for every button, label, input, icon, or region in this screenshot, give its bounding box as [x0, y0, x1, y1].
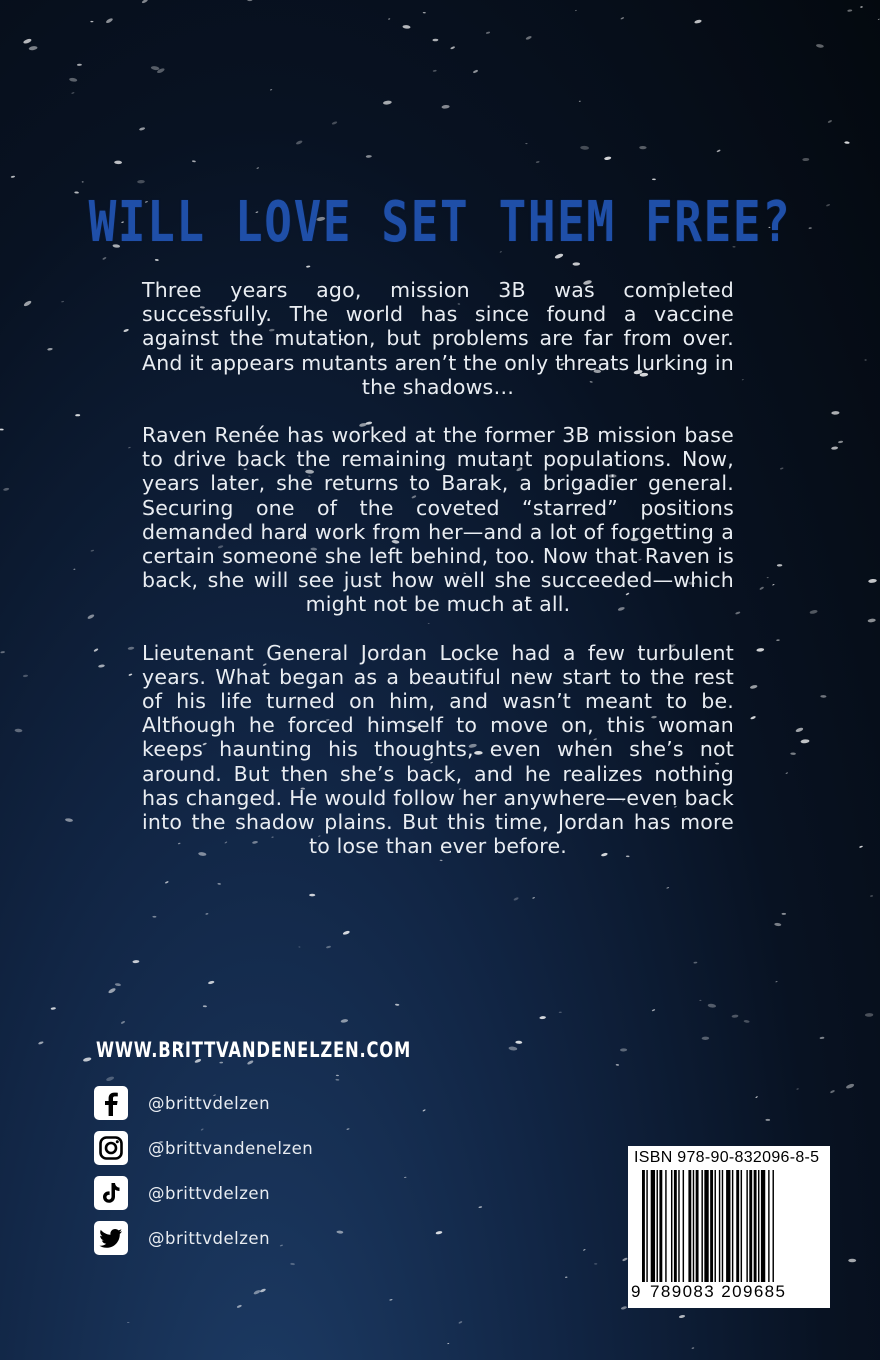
star: [83, 1057, 92, 1063]
facebook-handle: @brittvdelzen: [148, 1093, 271, 1113]
star: [621, 1306, 628, 1310]
star: [693, 962, 697, 964]
star: [71, 92, 75, 94]
star: [51, 1007, 56, 1010]
star: [137, 180, 145, 184]
barcode-bar: [754, 1170, 757, 1282]
star: [508, 1046, 517, 1051]
star: [155, 259, 159, 261]
star: [716, 149, 720, 152]
star: [639, 146, 646, 149]
star: [61, 301, 64, 303]
star: [473, 69, 479, 73]
star: [575, 10, 577, 12]
star: [755, 1096, 758, 1098]
star: [774, 923, 781, 927]
star: [336, 1075, 339, 1076]
barcode-bar: [688, 1170, 691, 1282]
star: [383, 100, 392, 105]
star: [335, 1079, 339, 1081]
star: [441, 105, 449, 109]
blurb-paragraph-2: Raven Renée has worked at the former 3B mission base to drive back the remaining mutant populations. Now, years later, she returns to Barak, a brigadier general. Securing one of the coveted “starred” positions demanded hard work from her—and a lot of forgetting a certain someone she left behind, too. Now that Raven is back, she will see just how well she succeeded—which might not be much at all.: [142, 423, 734, 617]
star: [247, 0, 252, 1]
star: [525, 35, 532, 40]
star: [620, 17, 624, 20]
blurb-paragraph-3: Lieutenant General Jordan Locke had a few turbulent years. What began as a beautiful new start to the rest of his life turned on him, and wasn’t meant to be. Although he forced himself to move on, this woman keeps haunting his thoughts, even when she’s not around. But then she’s back, and he realizes nothing has changed. He would follow her anywhere—even back into the shadow plains. But this time, Jordan has more to lose than ever before.: [142, 640, 734, 859]
barcode-bar: [659, 1170, 662, 1282]
barcode-bar: [761, 1170, 765, 1282]
star: [203, 1005, 207, 1007]
star: [820, 695, 826, 698]
star: [458, 1321, 462, 1324]
star: [123, 328, 129, 332]
star: [731, 1014, 738, 1018]
star: [82, 181, 84, 182]
star: [237, 1304, 242, 1308]
back-cover-blurb: [142, 278, 734, 882]
star: [652, 1009, 656, 1012]
twitter-icon: [94, 1221, 128, 1255]
blurb-paragraph-1: Three years ago, mission 3B was completed successfully. The world has since found a vaccine against the mutation, but problems are far from over. And it appears mutants aren’t the only threats lurking in the shadows…: [142, 278, 734, 399]
star: [844, 141, 850, 144]
star: [743, 1020, 749, 1023]
star: [776, 639, 780, 641]
star: [735, 611, 740, 615]
star: [767, 577, 769, 578]
star: [777, 564, 782, 567]
star: [69, 77, 78, 82]
ean-digits: 789083 209685: [650, 1282, 787, 1301]
star: [594, 1263, 597, 1264]
star: [98, 664, 105, 668]
star: [759, 586, 764, 590]
star: [423, 12, 426, 14]
star: [139, 127, 146, 131]
star: [679, 1315, 686, 1319]
barcode-bar: [710, 1170, 713, 1282]
star: [486, 31, 491, 34]
star: [573, 262, 581, 265]
star: [306, 265, 310, 268]
star: [256, 167, 259, 169]
star: [23, 38, 32, 44]
star: [0, 651, 5, 654]
star: [447, 1343, 449, 1344]
headline: WILL LOVE SET THEM FREE?: [88, 190, 792, 255]
social-tiktok[interactable]: [94, 1175, 354, 1211]
star: [402, 25, 410, 29]
facebook-icon: [94, 1086, 128, 1120]
star: [796, 1088, 799, 1089]
star: [208, 980, 215, 984]
barcode-bar: [741, 1170, 742, 1282]
barcode-bar: [671, 1170, 672, 1282]
barcode-bar: [726, 1170, 730, 1282]
star: [525, 143, 527, 144]
barcode-bar: [651, 1170, 655, 1282]
star: [831, 411, 839, 415]
star: [830, 1090, 835, 1094]
star: [622, 1257, 628, 1261]
star: [838, 440, 843, 443]
barcode-bar: [642, 1170, 645, 1282]
star: [580, 146, 589, 150]
star: [28, 46, 37, 51]
star: [388, 18, 390, 19]
barcode-bar: [657, 1170, 658, 1282]
star: [808, 227, 811, 229]
star: [579, 101, 581, 102]
star: [132, 960, 139, 963]
star: [816, 44, 824, 49]
star: [750, 684, 758, 689]
star: [65, 818, 73, 822]
star: [450, 46, 455, 50]
star: [389, 1299, 392, 1301]
star: [819, 1037, 824, 1040]
barcode-bar: [683, 1170, 684, 1282]
star: [756, 648, 764, 652]
star: [868, 578, 877, 583]
star: [108, 987, 117, 994]
star: [707, 1003, 716, 1008]
star: [90, 550, 94, 552]
star: [114, 161, 122, 165]
star: [864, 359, 866, 360]
star: [326, 945, 331, 948]
star: [802, 158, 809, 161]
star: [217, 883, 221, 885]
instagram-handle: @brittvandenelzen: [148, 1138, 314, 1158]
star: [141, 0, 148, 4]
tiktok-handle: @brittvdelzen: [148, 1183, 271, 1203]
star: [616, 1064, 620, 1066]
barcode-bar: [715, 1170, 716, 1282]
barcode-bar: [701, 1170, 702, 1282]
star: [847, 9, 852, 12]
star: [848, 1259, 856, 1263]
star: [11, 176, 15, 179]
instagram-icon: [94, 1131, 128, 1165]
star: [432, 39, 438, 42]
isbn-barcode: [628, 1146, 830, 1308]
star: [121, 1020, 126, 1024]
star: [860, 6, 863, 7]
star: [38, 1041, 44, 1045]
star: [73, 569, 75, 570]
star: [772, 584, 775, 586]
star: [23, 300, 32, 307]
star: [23, 674, 28, 677]
star: [90, 21, 93, 22]
star: [694, 19, 702, 24]
barcode-bar: [749, 1170, 752, 1282]
star: [192, 160, 196, 162]
star: [0, 428, 4, 430]
star: [340, 1019, 348, 1023]
star: [532, 897, 535, 899]
tiktok-icon: [94, 1176, 128, 1210]
barcode-bar: [696, 1170, 699, 1282]
social-instagram[interactable]: [94, 1130, 354, 1166]
star: [742, 379, 744, 380]
star: [775, 981, 777, 983]
barcode-bar: [693, 1170, 694, 1282]
isbn-label: ISBN 978-90-832096-8-5: [634, 1149, 820, 1166]
social-facebook[interactable]: [94, 1085, 354, 1121]
star: [290, 1263, 295, 1266]
star: [106, 1076, 115, 1082]
star: [513, 897, 519, 901]
star: [559, 1012, 562, 1013]
star: [128, 673, 132, 676]
star: [620, 1048, 627, 1051]
star: [765, 1119, 770, 1121]
star: [536, 161, 540, 163]
star: [859, 845, 863, 848]
star: [47, 348, 53, 351]
star: [699, 1000, 701, 1001]
star: [3, 487, 9, 491]
barcode-bar: [678, 1170, 679, 1282]
social-twitter[interactable]: [94, 1220, 354, 1256]
barcode-bar: [768, 1170, 769, 1282]
star: [366, 155, 372, 158]
star: [870, 895, 873, 896]
star: [433, 70, 437, 72]
star: [260, 1288, 267, 1293]
star: [583, 1249, 586, 1251]
star: [151, 66, 160, 71]
barcode-bar: [719, 1170, 720, 1282]
star: [790, 752, 796, 755]
star: [865, 1013, 873, 1017]
star: [780, 467, 784, 470]
star: [565, 1277, 568, 1278]
star: [750, 716, 756, 720]
star: [15, 729, 23, 733]
star: [515, 1041, 522, 1044]
star: [105, 17, 113, 24]
barcode-bar: [722, 1170, 723, 1282]
ean-first-digit: 9: [631, 1282, 641, 1301]
star: [75, 414, 80, 416]
star: [270, 89, 273, 91]
star: [253, 1289, 261, 1295]
star: [539, 1016, 546, 1020]
barcode-bar: [746, 1170, 747, 1282]
star: [809, 609, 818, 614]
barcode-bar: [674, 1170, 677, 1282]
star: [152, 916, 156, 918]
star: [298, 946, 300, 947]
star: [785, 772, 788, 774]
star: [604, 156, 612, 160]
star: [128, 646, 135, 650]
star: [296, 140, 303, 145]
star: [404, 1177, 407, 1179]
star: [309, 894, 315, 897]
star: [691, 1347, 694, 1349]
star: [127, 1322, 130, 1323]
star: [87, 614, 95, 620]
star: [435, 1231, 442, 1235]
star: [77, 64, 82, 66]
barcode-bar: [732, 1170, 733, 1282]
star: [795, 727, 804, 733]
author-website[interactable]: WWW.BRITTVANDENELZEN.COM: [96, 1038, 412, 1062]
barcode-bar: [773, 1170, 774, 1282]
star: [205, 913, 208, 915]
barcode-bar: [665, 1170, 666, 1282]
star: [800, 739, 809, 744]
star: [342, 930, 350, 935]
barcode-bar: [646, 1170, 647, 1282]
star: [666, 887, 669, 889]
star: [845, 1083, 854, 1089]
star: [652, 178, 656, 180]
barcode-bar: [758, 1170, 759, 1282]
star: [102, 257, 106, 261]
star: [782, 913, 786, 915]
twitter-handle: @brittvdelzen: [148, 1228, 271, 1248]
star: [478, 1206, 482, 1208]
star: [93, 648, 98, 652]
star: [128, 447, 131, 449]
star: [828, 120, 833, 124]
star: [826, 204, 830, 207]
star: [702, 1037, 710, 1041]
star: [331, 121, 337, 125]
star: [867, 618, 875, 622]
star: [115, 983, 121, 987]
barcode-bar: [736, 1170, 739, 1282]
star: [395, 1004, 399, 1006]
barcode-bars: [642, 1170, 818, 1294]
star: [422, 1109, 426, 1112]
barcode-bar: [704, 1170, 708, 1282]
star: [831, 446, 838, 450]
